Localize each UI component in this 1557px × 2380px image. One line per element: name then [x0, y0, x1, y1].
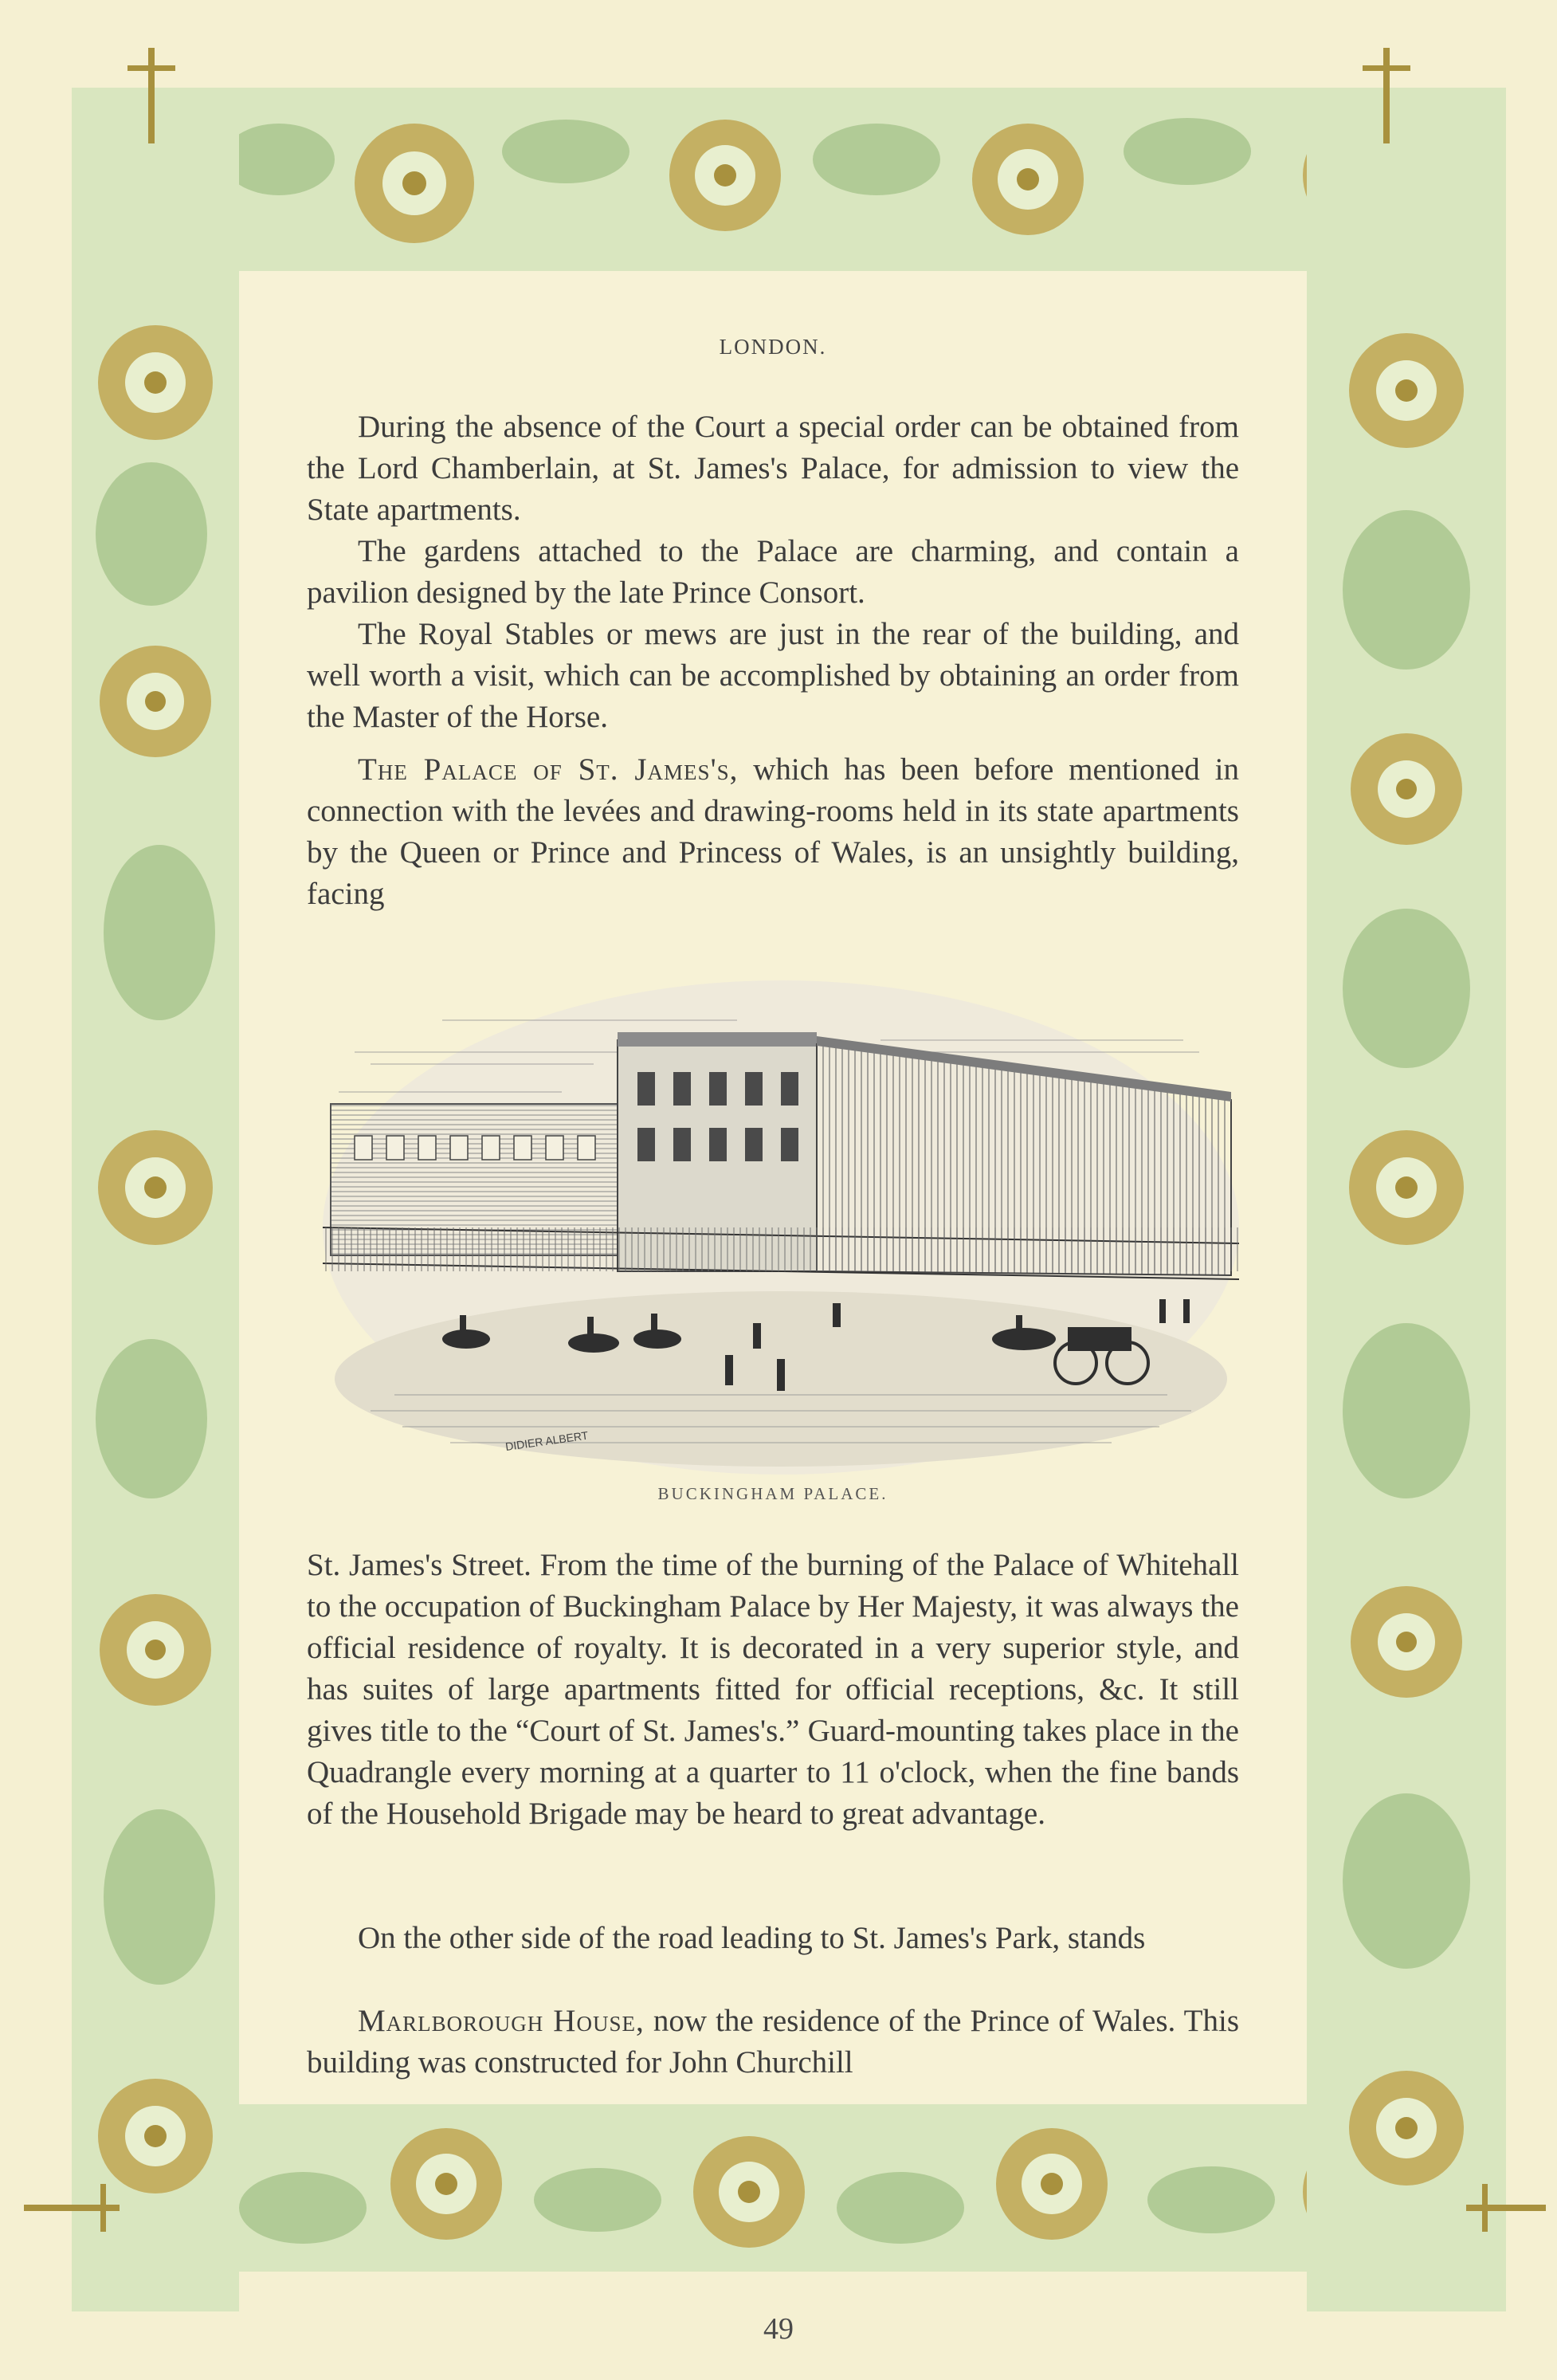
heading-marlborough-house: Marlborough House, — [358, 2004, 645, 2038]
paragraph-other-side: On the other side of the road leading to St. James's Park, stands — [358, 1921, 1146, 1955]
page-number: 49 — [763, 2312, 794, 2346]
engraver-signature: DIDIER ALBERT — [504, 1428, 590, 1453]
cross-ornament-top-left — [112, 48, 191, 143]
floral-border-top — [72, 88, 1506, 271]
illustration-caption: BUCKINGHAM PALACE. — [657, 1484, 888, 1503]
cross-ornament-bottom-right — [1466, 2168, 1546, 2248]
buckingham-palace-engraving — [323, 964, 1239, 1475]
cross-ornament-bottom-left — [24, 2168, 120, 2248]
floral-border-right — [1307, 88, 1506, 2311]
floral-border-left — [72, 88, 239, 2311]
paragraph-marlborough-house — [307, 2001, 1239, 2083]
paragraph-royal-stables: The Royal Stables or mews are just in the rear of the building, and well worth a visit, which can be accomplished by obtaining an order from the Master of the Horse. — [307, 617, 1239, 734]
paragraph-court-order: During the absence of the Court a special order can be obtained from the Lord Chamberlain, at St. James's Palace, for admission to view the State apartments. — [307, 410, 1239, 527]
running-head: LONDON. — [719, 335, 827, 359]
floral-border-bottom — [72, 2104, 1506, 2311]
paragraph-marlborough-house-text: now the residence of the Prince of Wales. This building was constructed for John Churchill — [307, 2004, 1239, 2080]
paragraph-st-james-street: St. James's Street. From the time of the burning of the Palace of Whitehall to the occupation of Buckingham Palace by Her Majesty, it was always the official residence of royalty. It is decorated in a very superior style, and has suites of large apartments fitted for official receptions, &c. It still gives title to the “Court of St. James's.” Guard-mounting takes place in the Quadrangle every morning at a quarter to 11 o'clock, when the fine bands of the Household Brigade may be heard to great advantage. — [307, 1548, 1239, 1831]
paragraph-st-james-palace-text: which has been before mentioned in connection with the levées and drawing-rooms held in its state apartments by the Queen or Prince and Princess of Wales, is an unsightly building, facing — [307, 752, 1239, 911]
cross-ornament-top-right — [1347, 48, 1426, 143]
paragraph-st-james-palace — [307, 749, 1239, 915]
heading-st-james-palace: The Palace of St. James's, — [358, 752, 739, 787]
paragraph-gardens: The gardens attached to the Palace are charming, and contain a pavilion designed by the late Prince Consort. — [307, 534, 1239, 610]
